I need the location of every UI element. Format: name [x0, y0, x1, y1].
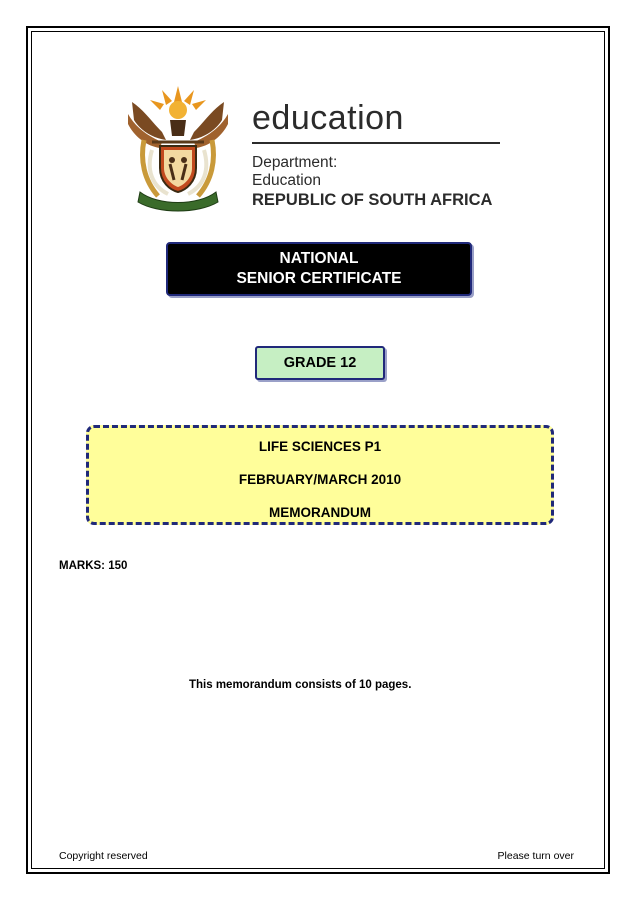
certificate-banner [166, 242, 472, 296]
footer-copyright: Copyright reserved [59, 850, 148, 862]
page-count-note: This memorandum consists of 10 pages. [189, 679, 412, 691]
subject-panel [86, 425, 554, 525]
logo-divider [252, 142, 500, 144]
logo-country-line: REPUBLIC OF SOUTH AFRICA [252, 191, 493, 209]
certificate-line-1: NATIONAL [279, 250, 359, 267]
subject-title: LIFE SCIENCES P1 [258, 439, 382, 454]
document-type: MEMORANDUM [269, 505, 371, 520]
coat-of-arms-icon [122, 80, 234, 215]
grade-badge: GRADE 12 [255, 346, 385, 380]
exam-session: FEBRUARY/MARCH 2010 [238, 472, 402, 487]
certificate-line-2: SENIOR CERTIFICATE [236, 270, 402, 287]
logo-department-line: Department: [252, 154, 338, 171]
total-marks: MARKS: 150 [59, 560, 128, 572]
department-logo-text [252, 100, 512, 210]
logo-wordmark: education [252, 99, 404, 137]
footer-turn-over: Please turn over [497, 850, 574, 862]
logo-education-line: Education [252, 172, 321, 189]
